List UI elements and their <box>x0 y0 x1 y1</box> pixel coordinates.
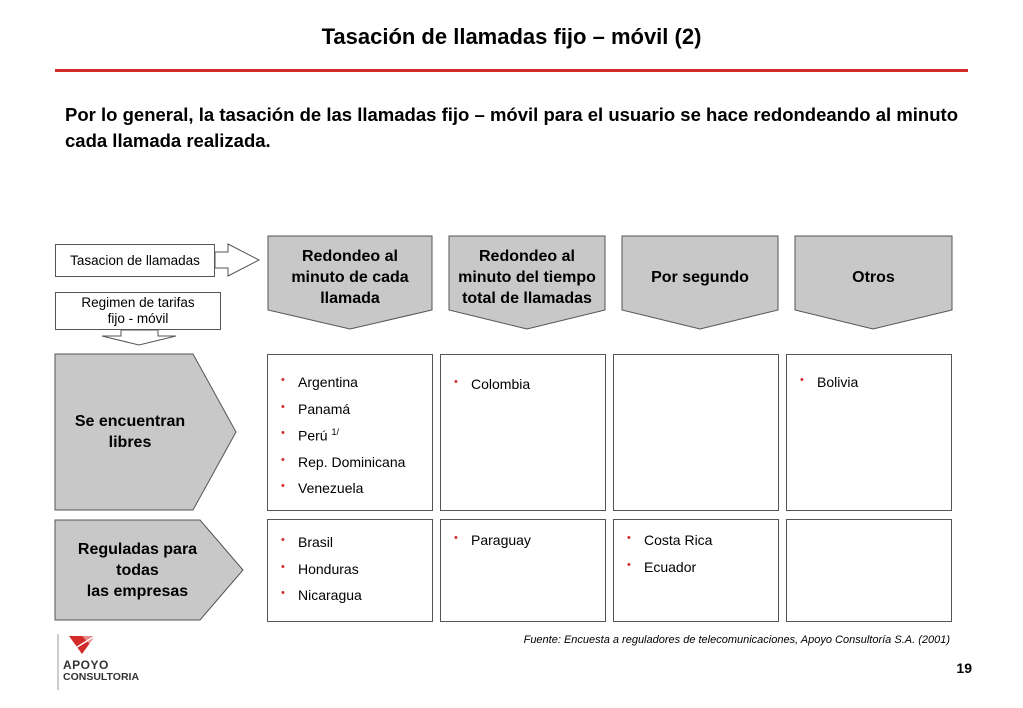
row-label-1-line-1: Se encuentran <box>74 413 186 430</box>
cell-row2-col4 <box>786 519 952 622</box>
bullet-icon: • <box>281 374 285 386</box>
list-item <box>268 534 432 561</box>
list-item <box>441 376 605 392</box>
row-label-1 <box>55 354 205 510</box>
country-list <box>268 534 432 614</box>
country-name: Ecuador <box>644 558 697 575</box>
column-header-3 <box>622 242 778 312</box>
column-header-2-line-2: minuto del tiempo <box>458 268 596 286</box>
country-name: Nicaragua <box>298 587 362 603</box>
country-name: Panamá <box>298 400 351 417</box>
country-name: Bolivia <box>817 374 859 390</box>
row-label-2 <box>55 520 220 620</box>
column-header-3-line-1: Por segundo <box>651 268 749 286</box>
cell-row1-col2 <box>440 354 606 511</box>
list-item <box>268 587 432 614</box>
tasacion-label: Tasacion de llamadas <box>70 252 200 268</box>
right-arrow-icon <box>215 244 259 276</box>
column-header-2-line-3: total de llamadas <box>462 289 592 307</box>
apoyo-logo <box>57 632 167 692</box>
country-list <box>441 532 605 548</box>
logo-line1: APOYO <box>63 658 109 672</box>
bullet-icon: • <box>627 558 631 571</box>
column-header-1-line-3: llamada <box>320 289 380 307</box>
bullet-icon: • <box>454 532 458 544</box>
cell-row2-col3 <box>613 519 779 622</box>
list-item <box>268 401 432 428</box>
cell-row2-col2 <box>440 519 606 622</box>
page-number: 19 <box>956 660 972 676</box>
regimen-label-line1: Regimen de tarifas <box>81 295 195 310</box>
country-name: Argentina <box>298 374 358 390</box>
bullet-icon: • <box>627 532 631 544</box>
column-header-2-line-1: Redondeo al <box>478 247 575 265</box>
bullet-icon: • <box>281 427 285 439</box>
row-label-1-line-2: libres <box>108 434 152 451</box>
tasacion-label-box <box>55 244 215 277</box>
column-header-1 <box>268 242 432 312</box>
column-header-1-line-1: Redondeo al <box>301 247 398 265</box>
bullet-icon: • <box>800 374 804 386</box>
bullet-icon: • <box>281 534 285 546</box>
cell-row1-col4 <box>786 354 952 511</box>
list-item <box>441 532 605 548</box>
country-list <box>614 532 778 585</box>
bullet-icon: • <box>281 587 285 599</box>
column-header-4 <box>795 242 952 312</box>
down-arrow-icon <box>102 330 176 345</box>
cell-row1-col1 <box>267 354 433 511</box>
row-label-2-line-3: las empresas <box>86 582 189 600</box>
bullet-icon: • <box>281 480 285 492</box>
row-label-2-line-2: todas <box>116 561 159 579</box>
cell-row2-col1 <box>267 519 433 622</box>
column-header-1-line-2: minuto de cada <box>291 268 409 286</box>
slide-title: Tasación de llamadas fijo – móvil (2) <box>321 24 702 49</box>
footnote-mark: 1/ <box>331 427 339 437</box>
country-name: Rep. Dominicana <box>298 453 406 470</box>
list-item <box>614 559 778 586</box>
country-name: Colombia <box>471 376 531 392</box>
cell-row1-col3 <box>613 354 779 511</box>
country-list <box>787 374 951 390</box>
country-name: Costa Rica <box>644 532 713 548</box>
list-item <box>268 374 432 401</box>
list-item <box>787 374 951 390</box>
list-item <box>268 561 432 588</box>
bullet-icon: • <box>281 560 285 573</box>
country-name: Paraguay <box>471 532 531 548</box>
country-name: Venezuela <box>298 480 364 496</box>
logo-line2: CONSULTORIA <box>63 671 140 683</box>
row-label-2-line-1: Reguladas para <box>77 540 198 558</box>
regimen-label-line2: fijo - móvil <box>107 311 169 326</box>
regimen-label-box <box>55 292 221 330</box>
source-note: Fuente: Encuesta a reguladores de telecomunicaciones, Apoyo Consultoría S.A. (2001) <box>523 634 950 646</box>
list-item <box>268 427 432 454</box>
bullet-icon: • <box>454 376 458 388</box>
country-list <box>268 374 432 507</box>
column-header-4-line-1: Otros <box>852 268 895 286</box>
country-list <box>441 376 605 392</box>
list-item <box>268 480 432 507</box>
bullet-icon: • <box>281 400 285 413</box>
country-name: Brasil <box>298 534 334 550</box>
list-item <box>268 454 432 481</box>
column-header-2 <box>447 242 607 312</box>
list-item <box>614 532 778 559</box>
intro-paragraph: Por lo general, la tasación de las llamadas fijo – móvil para el usuario se hace redondeando al minuto cada llamada realizada. <box>65 104 958 151</box>
country-name: Honduras <box>298 560 359 577</box>
country-name: Perú <box>298 427 328 444</box>
bullet-icon: • <box>281 453 285 466</box>
